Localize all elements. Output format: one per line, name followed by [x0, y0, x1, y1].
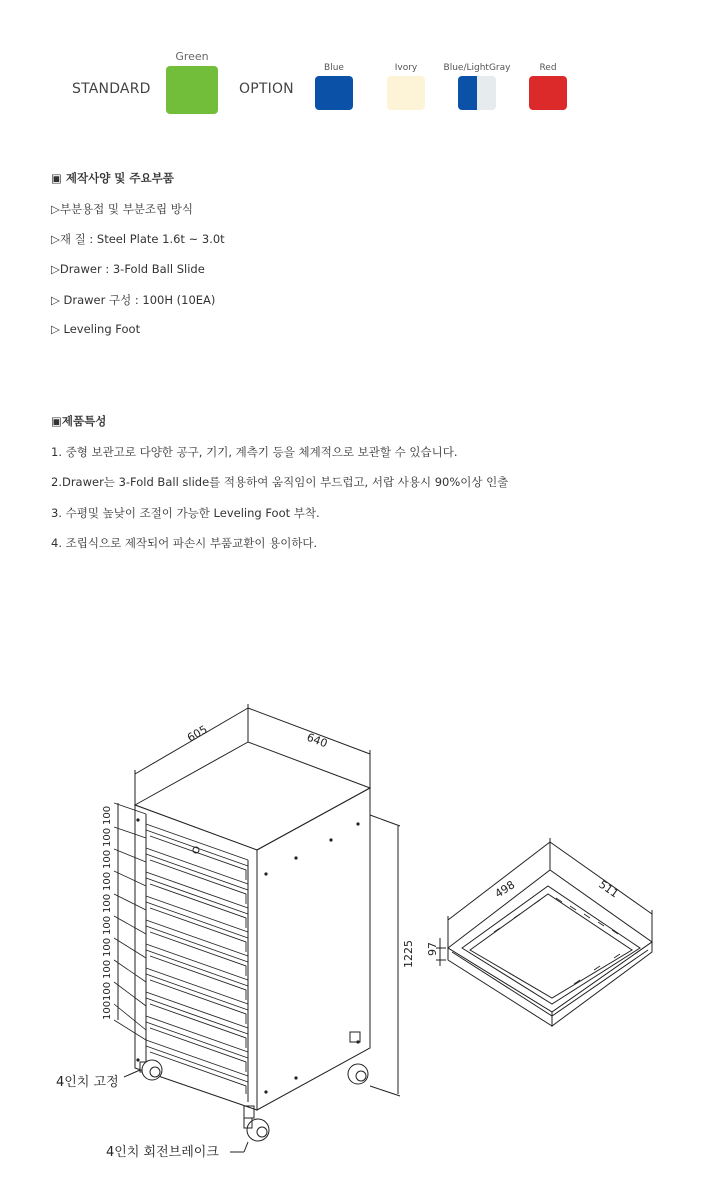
swatch-green[interactable] — [166, 66, 218, 114]
caster-brake-label: 4인치 회전브레이크 — [106, 1145, 219, 1160]
swatch-bluelightgray[interactable] — [458, 76, 496, 110]
drawer-height-dim-label: 97 — [426, 942, 439, 956]
drawer-height-label: 100 — [102, 1000, 113, 1020]
drawer-tray — [436, 838, 652, 1026]
swatch-ivory[interactable] — [387, 76, 425, 110]
spec-title: ▣ 제작사양 및 주요부품 — [51, 171, 174, 185]
drawer-height-label: 100 — [102, 937, 113, 957]
swatch-bluelightgray-label: Blue/LightGray — [443, 63, 511, 73]
spec-item: ▷ Leveling Foot — [51, 322, 141, 336]
swatch-green-label: Green — [175, 50, 209, 63]
spec-item: ▷ Drawer 구성 : 100H (10EA) — [51, 293, 216, 307]
swatch-ivory-label: Ivory — [394, 63, 418, 73]
swatch-blue-label: Blue — [324, 63, 344, 73]
option-label: OPTION — [239, 81, 294, 97]
drawer-height-label: 100 — [102, 959, 113, 979]
drawer-height-label: 100 — [102, 893, 113, 913]
drawer-width-label: 498 — [492, 878, 518, 901]
drawer-height-label: 100 — [102, 805, 113, 825]
swatch-blue[interactable] — [315, 76, 353, 110]
cabinet-depth-label: 640 — [304, 730, 330, 751]
feature-item: 2.Drawer는 3-Fold Ball slide를 적용하여 움직임이 부드럽고, 서랍 사용시 90%이상 인출 — [51, 475, 509, 489]
feature-item: 1. 중형 보관고로 다양한 공구, 기기, 계측기 등을 체계적으로 보관할 수 있습니다. — [51, 445, 458, 459]
swatch-red-label: Red — [539, 63, 557, 73]
feature-item: 4. 조립식으로 제작되어 파손시 부품교환이 용이하다. — [51, 536, 318, 550]
spec-item: ▷Drawer : 3-Fold Ball Slide — [51, 262, 205, 276]
swatch-red[interactable] — [529, 76, 567, 110]
spec-item: ▷부분용접 및 부분조립 방식 — [51, 202, 194, 216]
cabinet-width-label: 605 — [185, 722, 210, 745]
drawer-height-label: 100 — [102, 827, 113, 847]
drawer-height-label: 100 — [102, 915, 113, 935]
drawer-height-label: 100 — [102, 871, 113, 891]
features-title: ▣제품특성 — [51, 414, 107, 428]
cabinet-height-label: 1225 — [402, 940, 415, 968]
drawer-depth-label: 511 — [596, 877, 621, 901]
drawer-height-label: 100 — [102, 849, 113, 869]
spec-item: ▷재 질 : Steel Plate 1.6t ~ 3.0t — [51, 232, 225, 246]
standard-label: STANDARD — [72, 81, 151, 97]
technical-drawing — [0, 690, 709, 1181]
caster-fixed-label: 4인치 고정 — [56, 1075, 119, 1090]
feature-item: 3. 수평및 높낮이 조절이 가능한 Leveling Foot 부착. — [51, 506, 320, 520]
drawer-height-label: 100 — [102, 981, 113, 1001]
